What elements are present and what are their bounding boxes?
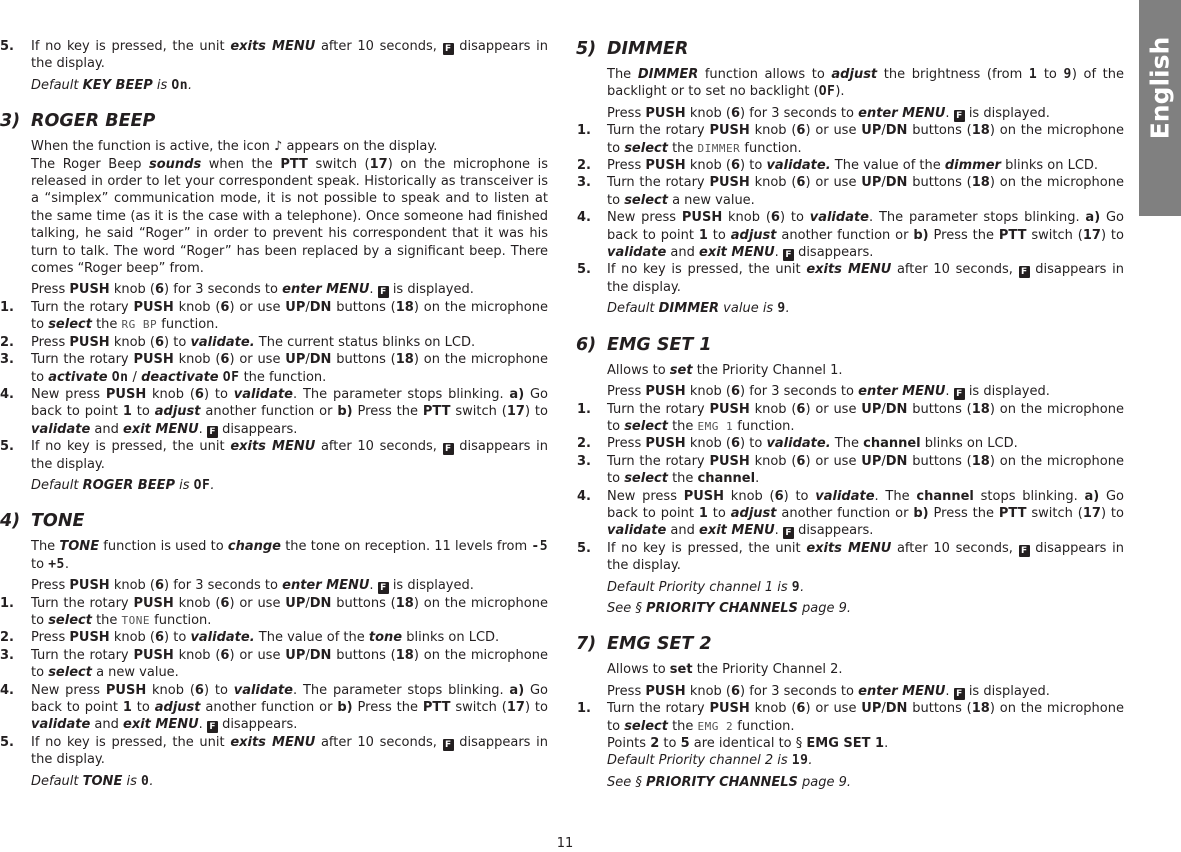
list-item: 1. Turn the rotary PUSH knob (6) or use UP/DN buttons (18) on the microphone to select the RG BP function. [0,299,548,333]
list-item: 3. Turn the rotary PUSH knob (6) or use UP/DN buttons (18) on the microphone to select the channel. [577,453,1124,487]
list-item: 3. Turn the rotary PUSH knob (6) or use UP/DN buttons (18) on the microphone to select a new value. [0,647,548,681]
f-key-icon: F [954,388,965,400]
right-column [576,38,1124,791]
default-note: Default Priority channel 2 is 19. [607,753,813,769]
f-key-icon: F [443,43,454,55]
list-item: 4. New press PUSH knob (6) to validate. The channel stops blinking. a) Go back to point 1 to adjust another function or b) Press the PTT switch (17) to validate and exit MENU. F disappears. [577,488,1124,539]
section-heading: 3) ROGER BEEP [0,111,156,132]
f-key-icon: F [783,527,794,539]
default-note: Default ROGER BEEP is OF. [31,477,215,493]
section-heading: 6) EMG SET 1 [576,334,712,355]
paragraph: Press PUSH knob (6) for 3 seconds to enter MENU. F is displayed. [31,578,474,594]
list-item: 3. Turn the rotary PUSH knob (6) or use UP/DN buttons (18) on the microphone to activate On / deactivate OF the function. [0,352,548,385]
paragraph: The DIMMER function allows to adjust the brightness (from 1 to 9) of the backlight or to set no backlight (OF). [607,67,1125,100]
f-key-icon: F [783,249,794,261]
list-item: 1. Turn the rotary PUSH knob (6) or use UP/DN buttons (18) on the microphone to select the TONE function. [0,595,548,628]
default-note: Default Priority channel 1 is 9. [607,579,805,595]
list-item: 2. Press PUSH knob (6) to validate. The value of the tone blinks on LCD. [0,630,500,646]
paragraph: Press PUSH knob (6) for 3 seconds to enter MENU. F is displayed. [31,282,474,298]
default-note: Default KEY BEEP is On. [31,77,193,93]
list-item: 3. Turn the rotary PUSH knob (6) or use UP/DN buttons (18) on the microphone to select a new value. [577,175,1124,208]
language-tab-label: English [1145,36,1175,140]
list-item: 1. Turn the rotary PUSH knob (6) or use UP/DN buttons (18) on the microphone to select the EMG 1 function. [577,401,1124,434]
list-item: 4. New press PUSH knob (6) to validate. The parameter stops blinking. a) Go back to point 1 to adjust another function or b) Press the PTT switch (17) to validate and exit MENU. F disappears. [577,210,1124,261]
paragraph: Press PUSH knob (6) for 3 seconds to enter MENU. F is displayed. [607,105,1050,121]
list-item: 4. New press PUSH knob (6) to validate. The parameter stops blinking. a) Go back to point 1 to adjust another function or b) Press the PTT switch (17) to validate and exit MENU. F disappears. [0,386,548,437]
list-item: 2. Press PUSH knob (6) to validate. The value of the dimmer blinks on LCD. [577,158,1099,174]
list-item: 1. Turn the rotary PUSH knob (6) or use UP/DN buttons (18) on the microphone to select the EMG 2 function. [577,701,1124,734]
list-item: 5. If no key is pressed, the unit exits MENU after 10 seconds, F disappears in the display. [0,39,548,72]
list-item: 5. If no key is pressed, the unit exits MENU after 10 seconds, F disappears in the display. [0,439,548,472]
paragraph: The TONE function is used to change the tone on reception. 11 levels from -5 to +5. [31,539,549,572]
left-column [0,38,548,790]
section-heading: 4) TONE [0,511,85,532]
f-key-icon: F [1019,266,1030,278]
paragraph: The Roger Beep sounds when the PTT switch (17) on the microphone is released in order to let your correspondent speak. Historically as transceiver is a “simplex” communication mode, it is not possible to speak and to listen at the same time (as it is the case with a telephone). Once someone had finished talking, he said “Roger” in order to prevent his correspondent that it was his turn to talk. The word “Roger” has been replaced by a significant beep. There comes “Roger beep” from. [31,156,548,277]
list-item: 2. Press PUSH knob (6) to validate. The channel blinks on LCD. [577,436,1018,452]
section-heading: 5) DIMMER [576,39,689,59]
list-item: 1. Turn the rotary PUSH knob (6) or use UP/DN buttons (18) on the microphone to select the DIMMER function. [577,123,1124,156]
language-tab [1139,0,1181,216]
f-key-icon: F [1019,545,1030,557]
page-number: 11 [556,836,574,851]
list-item: 5. If no key is pressed, the unit exits MENU after 10 seconds, F disappears in the display. [577,262,1124,295]
f-key-icon: F [207,426,218,438]
list-item: 2. Press PUSH knob (6) to validate. The current status blinks on LCD. [0,334,476,350]
list-item: 5. If no key is pressed, the unit exits MENU after 10 seconds, F disappears in the display. [577,540,1124,574]
f-key-icon: F [378,582,389,594]
default-note: Default TONE is 0. [31,773,154,789]
f-key-icon: F [954,110,965,122]
paragraph: Allows to set the Priority Channel 1. [607,362,843,378]
list-item: 4. New press PUSH knob (6) to validate. The parameter stops blinking. a) Go back to point 1 to adjust another function or b) Press the PTT switch (17) to validate and exit MENU. F disappears. [0,682,548,733]
f-key-icon: F [954,688,965,700]
f-key-icon: F [378,286,389,298]
paragraph: Points 2 to 5 are identical to § EMG SET 1. [607,736,889,751]
f-key-icon: F [443,739,454,751]
list-item: 5. If no key is pressed, the unit exits MENU after 10 seconds, F disappears in the display. [0,734,548,768]
see-reference: See § PRIORITY CHANNELS page 9. [607,600,852,616]
f-key-icon: F [207,721,218,733]
section-heading: 7) EMG SET 2 [576,634,712,655]
default-note: Default DIMMER value is 9. [607,301,790,317]
f-key-icon: F [443,443,454,455]
paragraph: Press PUSH knob (6) for 3 seconds to enter MENU. F is displayed. [607,384,1050,400]
see-reference: See § PRIORITY CHANNELS page 9. [607,774,852,790]
paragraph: When the function is active, the icon ♪ appears on the display. [31,139,438,155]
paragraph: Allows to set the Priority Channel 2. [607,662,843,678]
paragraph: Press PUSH knob (6) for 3 seconds to enter MENU. F is displayed. [607,683,1050,699]
